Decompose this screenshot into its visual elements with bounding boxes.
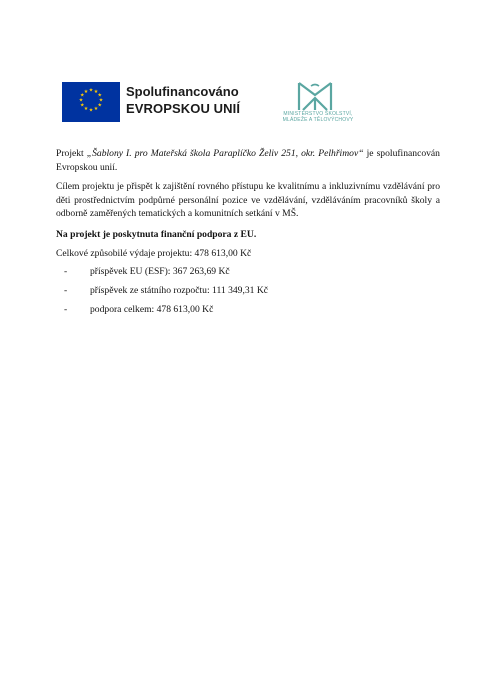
svg-text:★: ★ bbox=[83, 88, 89, 95]
svg-text:★: ★ bbox=[78, 97, 84, 104]
svg-text:★: ★ bbox=[98, 97, 104, 104]
msmt-logo-icon bbox=[293, 80, 337, 112]
list-item-text: podpora celkem: 478 613,00 Kč bbox=[90, 304, 214, 315]
list-item bbox=[64, 303, 268, 322]
eu-label-line2: EVROPSKOU UNIÍ bbox=[126, 101, 241, 116]
list-dash: - bbox=[64, 285, 68, 296]
list-dash: - bbox=[64, 304, 68, 315]
list-item-text: příspěvek EU (ESF): 367 263,69 Kč bbox=[90, 266, 230, 277]
eu-cofinanced-label bbox=[126, 84, 240, 117]
svg-text:★: ★ bbox=[80, 102, 85, 109]
eu-support-heading: Na projekt je poskytnuta finanční podpora z EU. bbox=[56, 229, 257, 240]
svg-text:★: ★ bbox=[88, 107, 94, 114]
msmt-sub-line1: MINISTERSTVO ŠKOLSTVÍ, bbox=[283, 111, 353, 117]
list-item bbox=[64, 265, 268, 284]
eu-label-line1: Spolufinancováno bbox=[126, 84, 239, 99]
total-costs-line: Celkové způsobilé výdaje projektu: 478 613,00 Kč bbox=[56, 248, 252, 259]
msmt-sub-line2: MLÁDEŽE A TĚLOVÝCHOVY bbox=[282, 117, 354, 123]
funding-list bbox=[64, 265, 268, 322]
svg-text:★: ★ bbox=[88, 87, 94, 94]
list-item bbox=[64, 284, 268, 303]
project-intro-paragraph bbox=[56, 147, 440, 174]
svg-text:★: ★ bbox=[97, 102, 102, 109]
list-item-text: příspěvek ze státního rozpočtu: 111 349,31 Kč bbox=[90, 285, 269, 296]
project-goal-paragraph: Cílem projektu je přispět k zajištění rovného přístupu ke kvalitnímu a inkluzivnímu vzdělávání pro děti prostřednictvím podpůrné personální pozice ve vzdělávání, vzděláváním pracovníků školy a odborně zaměřených tematických a komunitních setkání v MŠ. bbox=[56, 181, 440, 219]
svg-text:★: ★ bbox=[93, 88, 99, 95]
intro-suffix: je spolufinancován Evropskou unií. bbox=[56, 148, 440, 173]
svg-text:★: ★ bbox=[93, 106, 99, 113]
msmt-ministry-label bbox=[278, 111, 358, 123]
intro-prefix: Projekt bbox=[56, 148, 87, 159]
list-dash: - bbox=[64, 266, 68, 277]
svg-text:★: ★ bbox=[80, 92, 85, 99]
eu-flag-icon bbox=[62, 82, 120, 122]
svg-text:★: ★ bbox=[83, 106, 89, 113]
project-name: „Šablony I. pro Mateřská škola Paraplíčko Želiv 251, okr. Pelhřimov“ bbox=[86, 148, 364, 159]
svg-text:★: ★ bbox=[97, 92, 102, 99]
